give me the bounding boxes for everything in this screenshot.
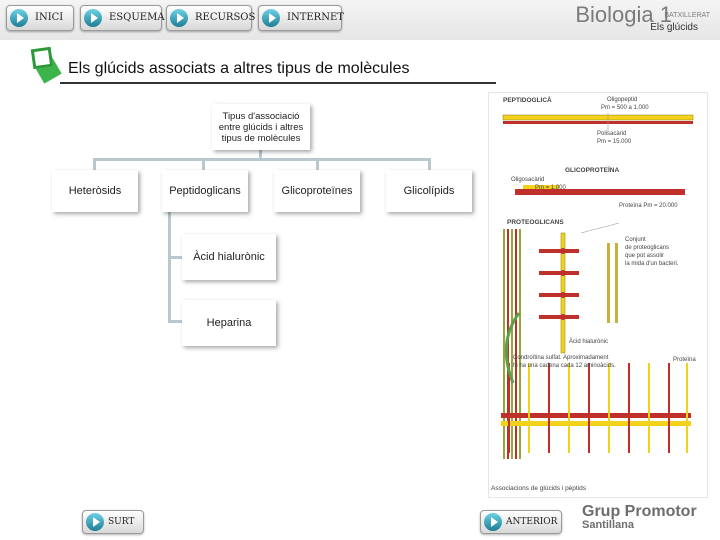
play-arrow-icon [10, 9, 28, 27]
figure-label-oligosacarid-pm: Pm = 1.000 [535, 185, 566, 191]
play-arrow-icon [262, 9, 280, 27]
section-breadcrumb: Els glúcids [650, 22, 698, 33]
figure-label-conjunt-4: la mida d'un bacteri. [625, 261, 679, 267]
surt-label: SURT [108, 517, 135, 527]
concept-box-peptidoglicans[interactable] [162, 170, 248, 212]
inici-label: INICI [35, 12, 64, 23]
recursos-button[interactable] [166, 5, 256, 31]
anterior-button[interactable] [480, 510, 562, 534]
publisher-logo-line1: Grup Promotor [582, 503, 697, 520]
figure-label-proteoglicans: PROTEOGLICANS [507, 219, 564, 226]
brand-title: Biologia 1 [575, 2, 672, 27]
page-title: Els glúcids associats a altres tipus de molècules [68, 60, 410, 77]
figure-label-conjunt-2: de proteoglicans [625, 245, 670, 251]
concept-box-heparina[interactable] [182, 300, 276, 346]
concept-label: Heteròsids [68, 185, 122, 197]
play-arrow-icon [170, 9, 188, 27]
esquema-label: ESQUEMA [109, 12, 165, 23]
figure-label-conjunt-3: que pot assolir [625, 253, 665, 259]
internet-button[interactable] [258, 5, 342, 31]
figure-label-oligopeptid: Oligopeptid [607, 97, 638, 103]
figure-caption: Associacions de glúcids i pèptids [491, 485, 587, 492]
figure-label-proteina: Proteïna [673, 357, 696, 363]
concept-box-glicoproteines[interactable] [274, 170, 360, 212]
overlapping-squares-icon [28, 48, 62, 82]
internet-label: INTERNET [287, 12, 344, 23]
anterior-label: ANTERIOR [506, 517, 558, 527]
figure-label-conjunt-1: Conjunt [625, 237, 646, 243]
connector-horizontal [93, 158, 431, 161]
top-navigation-bar [0, 0, 720, 40]
play-arrow-icon [84, 9, 102, 27]
root-concept-text: Tipus d'associació entre glúcids i altres tipus de molècules [218, 110, 304, 144]
figure-label-glicoproteina: GLICOPROTEÏNA [565, 167, 620, 174]
root-concept-box[interactable] [212, 104, 310, 150]
figure-label-oligopeptid-pm: Pm = 500 a 1.000 [601, 105, 649, 111]
concept-label: Àcid hialurònic [193, 251, 265, 263]
figure-drawing [489, 93, 709, 499]
concept-box-acid-hialuronic[interactable] [182, 234, 276, 280]
figure-label-condroitina-1: Condroïtina sulfat. Aproximadament [513, 355, 609, 361]
connector-vertical-sub [168, 212, 171, 322]
publisher-logo [582, 503, 697, 531]
concept-label: Peptidoglicans [169, 185, 241, 197]
esquema-button[interactable] [80, 5, 165, 31]
inici-button[interactable] [6, 5, 74, 31]
figure-label-peptidoglica: PEPTIDOGLICÀ [503, 97, 552, 104]
concept-label: Glicoproteïnes [281, 185, 353, 197]
concept-label: Heparina [206, 317, 252, 329]
figure-label-condroitina-2: hi ha una cadena cada 12 aminoàcids. [513, 363, 616, 369]
figure-label-polisacarid: Polisacàrid [597, 131, 627, 137]
figure-label-oligosacarid: Oligosacàrid [511, 177, 545, 183]
concept-label: Glicolípids [403, 185, 455, 197]
figure-label-polisacarid-pm: Pm = 15.000 [597, 139, 632, 145]
figure-label-proteina-pm: Proteïna Pm = 20.000 [619, 203, 678, 209]
play-arrow-icon [86, 513, 104, 531]
concept-box-heterosids[interactable] [52, 170, 138, 212]
figure-label-acid-hialuronic: Àcid hialurònic [569, 339, 609, 345]
recursos-label: RECURSOS [195, 12, 256, 23]
brand-subtitle: BATXILLERAT [664, 12, 710, 19]
title-underline [60, 82, 496, 84]
play-arrow-icon [484, 513, 502, 531]
surt-button[interactable] [82, 510, 144, 534]
concept-box-glicolipids[interactable] [386, 170, 472, 212]
publisher-logo-line2: Santillana [582, 519, 634, 531]
molecule-association-figure [488, 92, 708, 498]
